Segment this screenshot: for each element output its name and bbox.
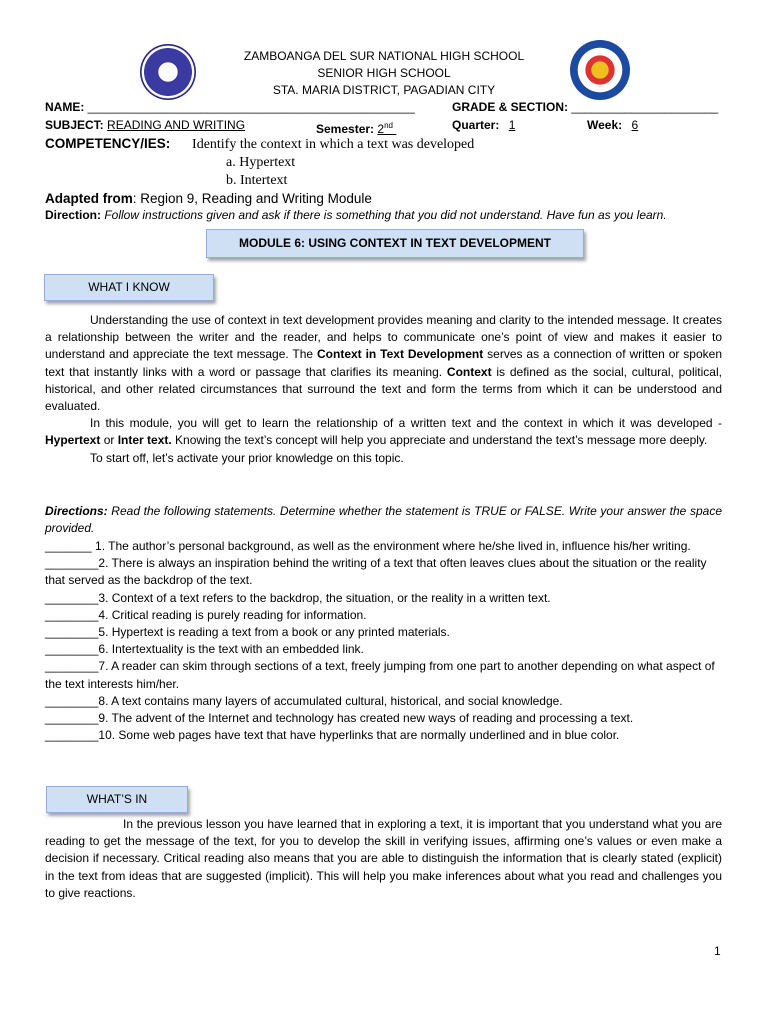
name-row [45,100,415,115]
competency-row [45,135,474,153]
intro-paragraph-1: Understanding the use of context in text development provides meaning and clarity to the intended message. It creates a relationship between the writer and the reader, and helps to communicate one’s point of view and makes it easier to understand and appreciate the text message. The Context in Text Development serves as a connection of written or spoken text that instantly links with a word or passage that clarifies its meaning. Context is defined as the social, cultural, political, historical, and other related circumstances that surround the text and form the terms from which it can be understood and evaluated. [45,313,722,414]
whats-in-body [45,816,722,902]
adapted-row [45,190,372,207]
true-false-list [45,538,725,744]
intro-paragraph-3: To start off, let’s activate your prior knowledge on this topic. [90,450,404,465]
directions-paragraph: Directions: Read the following statements. Determine whether the statement is TRUE or FALSE. Write your answer the space provided. [45,504,722,536]
list-item: ________4. Critical reading is purely reading for information. [45,607,367,622]
competency-text: Identify the context in which a text was developed [192,137,475,152]
school-location: STA. MARIA DISTRICT, PAGADIAN CITY [272,83,496,97]
list-item: ________6. Intertextuality is the text with an embedded link. [45,642,364,657]
week-value: 6 [631,118,639,132]
direction-row [45,208,667,223]
week-row [587,118,638,133]
semester-label: Semester: [316,122,375,136]
page-number: 1 [714,944,721,958]
intro-paragraph-2: In this module, you will get to learn the relationship of a written text and the context in which it was developed - Hypertext or Inter text. Knowing the text’s concept will help you appreciate and understand the text’s message more deeply. [45,416,722,448]
direction-label: Direction: [45,208,102,222]
semester-value: 2nd [377,121,393,136]
adapted-label: Adapted from [45,191,133,206]
adapted-text: : Region 9, Reading and Writing Module [132,191,372,206]
grade-blank[interactable]: ______________________ [571,100,719,114]
whats-in-heading: WHAT’S IN [46,786,188,813]
list-item: ________10. Some web pages have text that have hyperlinks that are normally underlined and in blue color. [45,728,620,743]
week-label: Week: [587,118,623,132]
direction-text: Follow instructions given and ask if there is something that you did not understand. Have fun as you learn. [101,208,667,222]
quarter-label: Quarter: [452,118,500,132]
competency-option-b: b. Intertext [226,173,288,188]
quarter-row [452,118,515,133]
list-item: ________2. There is always an inspiration behind the writing of a text that often leaves clues about the situation or the reality that served as the backdrop of the text. [45,556,707,588]
module-title: MODULE 6: USING CONTEXT IN TEXT DEVELOPMENT [206,229,584,258]
competency-option-a: a. Hypertext [226,155,296,170]
grade-row [452,100,718,115]
quarter-value: 1 [508,118,516,132]
school-name: ZAMBOANGA DEL SUR NATIONAL HIGH SCHOOL [243,49,525,63]
what-i-know-heading: WHAT I KNOW [44,274,214,301]
name-blank[interactable]: _________________________________________________ [87,100,415,114]
list-item: ________3. Context of a text refers to the backdrop, the situation, or the reality in a written text. [45,590,551,605]
list-item: ________9. The advent of the Internet and technology has created new ways of reading and processing a text. [45,711,634,726]
list-item: _______ 1. The author’s personal background, as well as the environment where he/she lived in, influence his/her writing. [45,539,691,553]
whats-in-paragraph: In the previous lesson you have learned that in exploring a text, it is important that you understand what you are reading to get the message of the text, for you to develop the skill in verifying issues, affirming one’s values or even make a decision if necessary. Critical reading also means that you are able to distinguish the information that is clearly stated (explicit) in the text from ideas that are suggested (implicit). This will help you make inferences about what you read and challenges you to give reactions. [45,817,722,900]
list-item: ________7. A reader can skim through sections of a text, freely jumping from one part to another depending on what aspect of the text interests him/her. [45,659,715,691]
school-level: SENIOR HIGH SCHOOL [317,66,451,80]
grade-label: GRADE & SECTION: [452,100,569,114]
subject-row [45,118,245,133]
subject-label: SUBJECT: [45,118,104,132]
list-item: ________8. A text contains many layers of accumulated cultural, historical, and social knowledge. [45,693,563,708]
name-label: NAME: [45,100,85,114]
list-item: ________5. Hypertext is reading a text from a book or any printed materials. [45,625,450,640]
subject-value: READING AND WRITING [107,118,246,132]
what-i-know-body [45,312,722,467]
competency-label: COMPETENCY/IES: [45,136,171,151]
